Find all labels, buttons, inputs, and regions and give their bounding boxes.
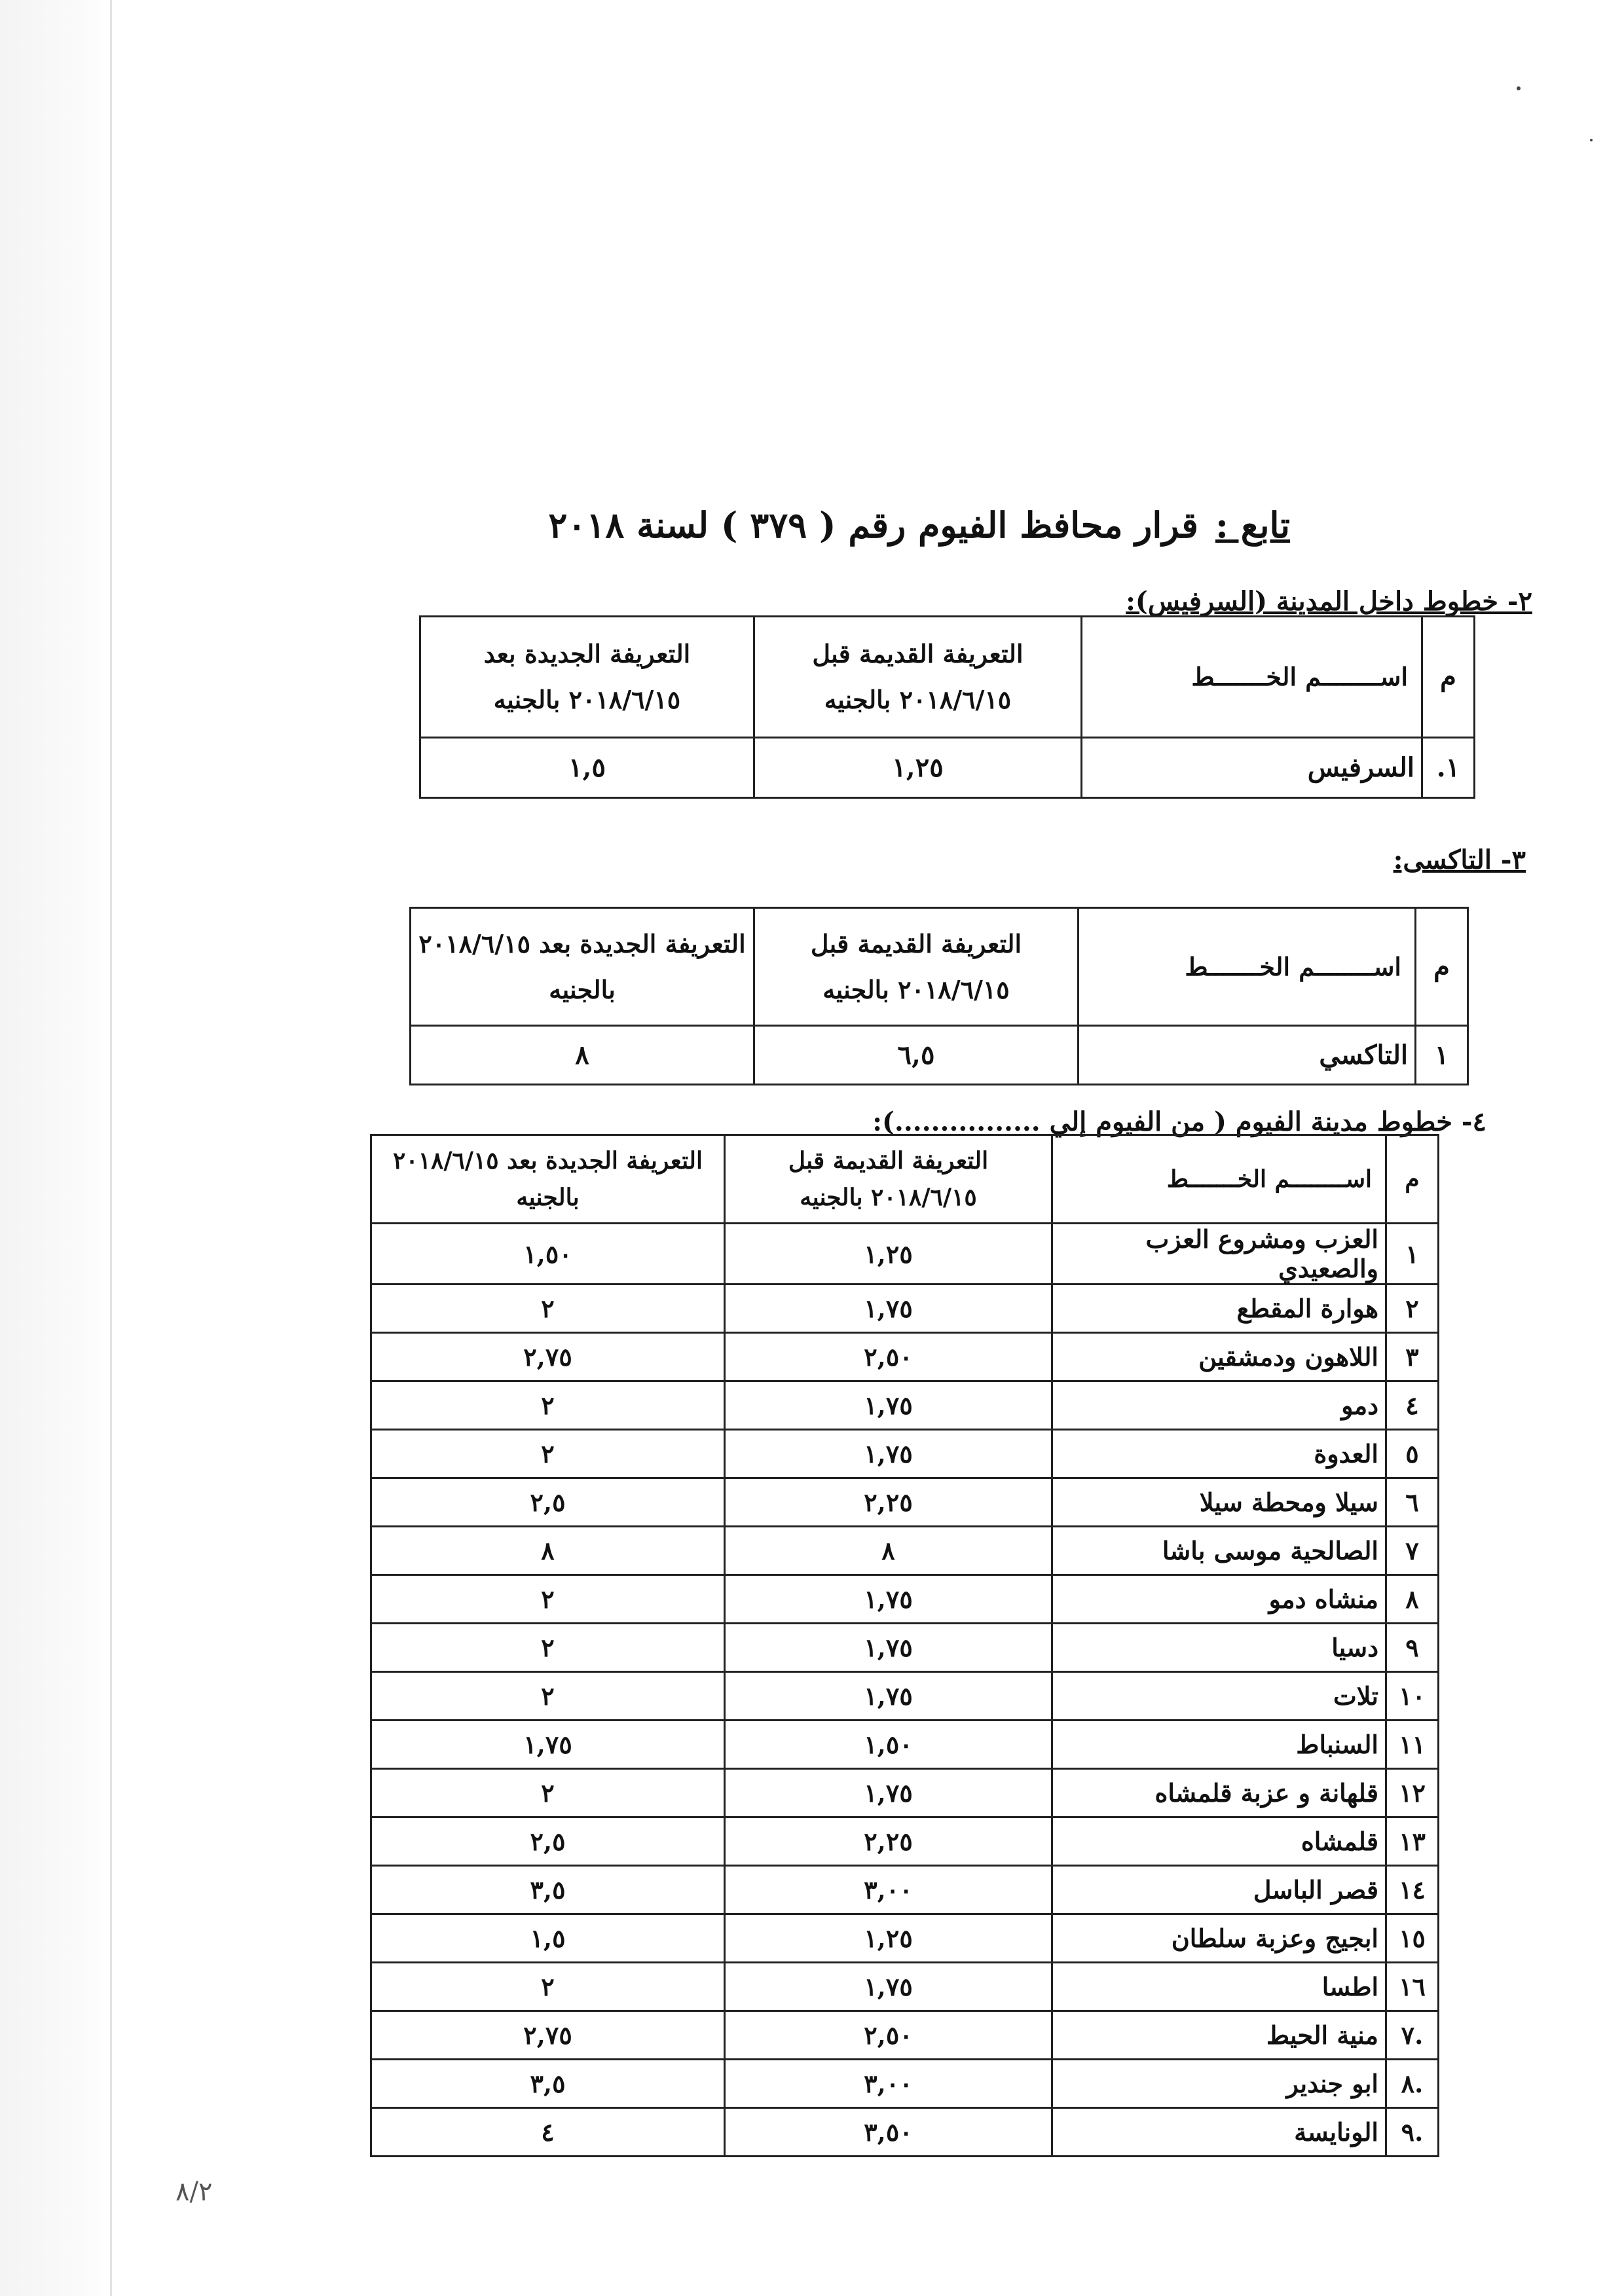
row-number: .٧ [1386, 2011, 1439, 2060]
row-number: ١ [1416, 1026, 1468, 1085]
row-new-fare: ١,٥٠ [371, 1224, 725, 1285]
row-line-name: قلمشاه [1052, 1817, 1386, 1866]
section2-table [419, 615, 1475, 799]
row-old-fare: ٣,٥٠ [725, 2108, 1052, 2157]
table-row [371, 1224, 1439, 1285]
row-new-fare: ٢ [371, 1672, 725, 1721]
row-line-name: سيلا ومحطة سيلا [1052, 1478, 1386, 1527]
section3-heading: ٣- التاكسى: [1393, 845, 1526, 875]
row-old-fare: ٢,٢٥ [725, 1478, 1052, 1527]
table-row [371, 1963, 1439, 2011]
table-row [371, 1866, 1439, 1914]
row-line-name: الصالحية موسى باشا [1052, 1527, 1386, 1575]
header-new-fare: التعريفة الجديدة بعد ٢٠١٨/٦/١٥ بالجنيه [420, 617, 754, 738]
scan-speck [1590, 139, 1593, 141]
header-old-fare: التعريفة القديمة قبل ٢٠١٨/٦/١٥ بالجنيه [754, 908, 1079, 1026]
row-number: ٥ [1386, 1430, 1439, 1478]
table-row [371, 1527, 1439, 1575]
table-row [371, 1721, 1439, 1769]
row-number: ١٥ [1386, 1914, 1439, 1963]
scan-speck [1517, 86, 1521, 90]
row-new-fare: ٨ [411, 1026, 754, 1085]
row-new-fare: ١,٧٥ [371, 1721, 725, 1769]
table-row [371, 1381, 1439, 1430]
table-row [371, 1478, 1439, 1527]
header-m: م [1386, 1135, 1439, 1224]
row-old-fare: ١,٢٥ [725, 1224, 1052, 1285]
row-new-fare: ٤ [371, 2108, 725, 2157]
row-line-name: قلهانة و عزبة قلمشاه [1052, 1769, 1386, 1817]
row-new-fare: ٢,٥ [371, 1817, 725, 1866]
row-number: ٤ [1386, 1381, 1439, 1430]
table-header-row [411, 908, 1468, 1026]
header-old-fare: التعريفة القديمة قبل ٢٠١٨/٦/١٥ بالجنيه [725, 1135, 1052, 1224]
table-row [371, 2060, 1439, 2108]
row-old-fare: ١,٧٥ [725, 1963, 1052, 2011]
row-old-fare: ٣,٠٠ [725, 1866, 1052, 1914]
table-row [371, 1430, 1439, 1478]
header-m: م [1422, 617, 1475, 738]
row-new-fare: ٢ [371, 1624, 725, 1672]
table-row [371, 1914, 1439, 1963]
row-old-fare: ١,٢٥ [754, 738, 1082, 798]
row-number: ١. [1422, 738, 1475, 798]
scan-edge-line [110, 0, 112, 2296]
row-new-fare: ٢,٧٥ [371, 1333, 725, 1381]
table-row [371, 1285, 1439, 1333]
header-line-name: اســــــــم الخـــــــط [1052, 1135, 1386, 1224]
table-row [420, 738, 1475, 798]
table-row [411, 1026, 1468, 1085]
row-line-name: منية الحيط [1052, 2011, 1386, 2060]
table-row [371, 1575, 1439, 1624]
row-line-name: دمو [1052, 1381, 1386, 1430]
section4-table [370, 1134, 1439, 2157]
scan-shadow [0, 0, 111, 2296]
row-new-fare: ٢ [371, 1430, 725, 1478]
row-number: ٣ [1386, 1333, 1439, 1381]
row-number: .٨ [1386, 2060, 1439, 2108]
row-line-name: السنباط [1052, 1721, 1386, 1769]
row-old-fare: ٦,٥ [754, 1026, 1079, 1085]
row-line-name: العزب ومشروع العزب والصعيدي [1052, 1224, 1386, 1285]
row-new-fare: ٢ [371, 1285, 725, 1333]
row-old-fare: ١,٥٠ [725, 1721, 1052, 1769]
table-row [371, 1817, 1439, 1866]
row-old-fare: ٣,٠٠ [725, 2060, 1052, 2108]
row-number: ١٤ [1386, 1866, 1439, 1914]
title-prefix: تابع : [1215, 504, 1290, 546]
row-line-name: السرفيس [1082, 738, 1422, 798]
row-new-fare: ٢ [371, 1963, 725, 2011]
row-number: .٩ [1386, 2108, 1439, 2157]
row-old-fare: ٢,٥٠ [725, 1333, 1052, 1381]
section4-heading: ٤- خطوط مدينة الفيوم ( من الفيوم إلي ................): [872, 1106, 1486, 1137]
row-number: ٨ [1386, 1575, 1439, 1624]
row-old-fare: ٢,٥٠ [725, 2011, 1052, 2060]
row-number: ١١ [1386, 1721, 1439, 1769]
row-old-fare: ٢,٢٥ [725, 1817, 1052, 1866]
row-old-fare: ٨ [725, 1527, 1052, 1575]
section4-body [371, 1224, 1439, 2157]
row-old-fare: ١,٧٥ [725, 1381, 1052, 1430]
row-new-fare: ١,٥ [371, 1914, 725, 1963]
row-line-name: الونايسة [1052, 2108, 1386, 2157]
row-old-fare: ١,٧٥ [725, 1769, 1052, 1817]
row-old-fare: ١,٢٥ [725, 1914, 1052, 1963]
document-title [327, 504, 1290, 546]
header-m: م [1416, 908, 1468, 1026]
header-old-fare: التعريفة القديمة قبل ٢٠١٨/٦/١٥ بالجنيه [754, 617, 1082, 738]
row-new-fare: ٢ [371, 1381, 725, 1430]
header-new-fare: التعريفة الجديدة بعد ٢٠١٨/٦/١٥ بالجنيه [411, 908, 754, 1026]
header-line-name: اســــــــم الخـــــــط [1079, 908, 1416, 1026]
section2-heading: ٢- خطوط داخل المدينة (السرفيس): [1126, 586, 1532, 617]
row-new-fare: ٢,٥ [371, 1478, 725, 1527]
row-number: ١٦ [1386, 1963, 1439, 2011]
row-line-name: ابجيج وعزبة سلطان [1052, 1914, 1386, 1963]
row-new-fare: ٨ [371, 1527, 725, 1575]
row-new-fare: ٣,٥ [371, 2060, 725, 2108]
row-new-fare: ٢,٧٥ [371, 2011, 725, 2060]
row-number: ٩ [1386, 1624, 1439, 1672]
row-line-name: اللاهون ودمشقين [1052, 1333, 1386, 1381]
section3-table [409, 907, 1469, 1085]
row-line-name: ابو جندير [1052, 2060, 1386, 2108]
table-row [371, 2108, 1439, 2157]
row-line-name: دسيا [1052, 1624, 1386, 1672]
row-new-fare: ٢ [371, 1769, 725, 1817]
header-line-name: اســــــــم الخـــــــط [1082, 617, 1422, 738]
row-line-name: تلات [1052, 1672, 1386, 1721]
row-new-fare: ٢ [371, 1575, 725, 1624]
row-old-fare: ١,٧٥ [725, 1575, 1052, 1624]
header-new-fare: التعريفة الجديدة بعد ٢٠١٨/٦/١٥ بالجنيه [371, 1135, 725, 1224]
row-old-fare: ١,٧٥ [725, 1672, 1052, 1721]
title-text: قرار محافظ الفيوم رقم ( ٣٧٩ ) لسنة ٢٠١٨ [548, 504, 1198, 546]
table-row [371, 2011, 1439, 2060]
row-new-fare: ٣,٥ [371, 1866, 725, 1914]
row-old-fare: ١,٧٥ [725, 1430, 1052, 1478]
row-line-name: منشاه دمو [1052, 1575, 1386, 1624]
row-number: ٢ [1386, 1285, 1439, 1333]
row-number: ١٣ [1386, 1817, 1439, 1866]
table-row [371, 1624, 1439, 1672]
row-number: ١٠ [1386, 1672, 1439, 1721]
row-number: ١ [1386, 1224, 1439, 1285]
table-header-row [371, 1135, 1439, 1224]
row-old-fare: ١,٧٥ [725, 1624, 1052, 1672]
table-row [371, 1672, 1439, 1721]
row-number: ٦ [1386, 1478, 1439, 1527]
row-line-name: هوارة المقطع [1052, 1285, 1386, 1333]
row-line-name: التاكسي [1079, 1026, 1416, 1085]
table-header-row [420, 617, 1475, 738]
row-number: ٧ [1386, 1527, 1439, 1575]
page-number: ٨/٢ [175, 2177, 213, 2207]
row-line-name: اطسا [1052, 1963, 1386, 2011]
table-row [371, 1333, 1439, 1381]
row-number: ١٢ [1386, 1769, 1439, 1817]
table-row [371, 1769, 1439, 1817]
row-new-fare: ١,٥ [420, 738, 754, 798]
row-old-fare: ١,٧٥ [725, 1285, 1052, 1333]
row-line-name: قصر الباسل [1052, 1866, 1386, 1914]
row-line-name: العدوة [1052, 1430, 1386, 1478]
